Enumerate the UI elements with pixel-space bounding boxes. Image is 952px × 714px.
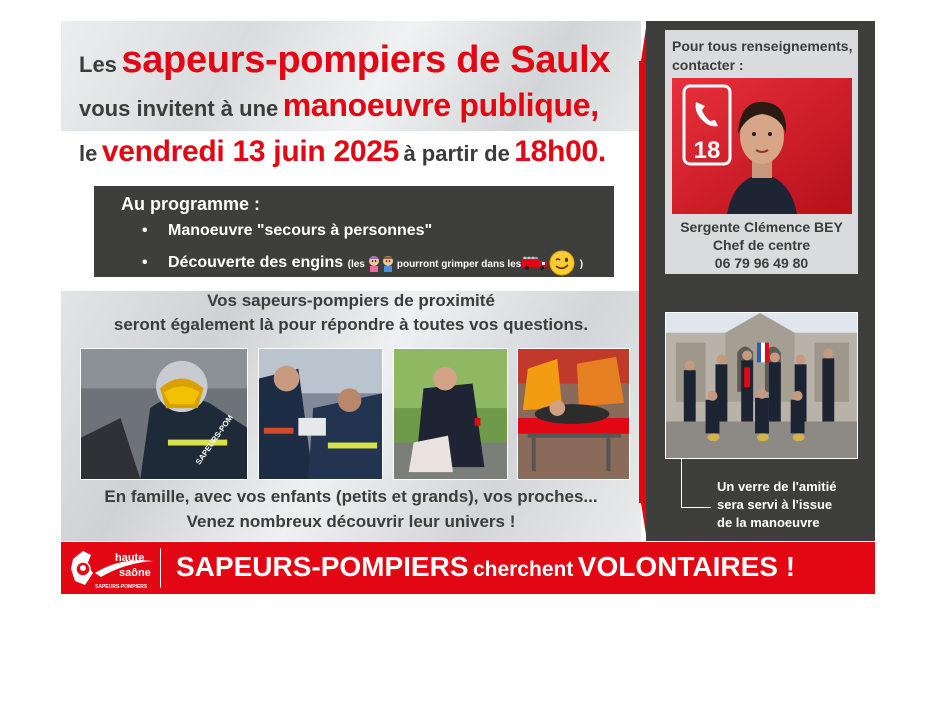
programme-note-middle: pourront grimper dans les xyxy=(396,259,522,271)
logo-saone: saône xyxy=(119,567,151,579)
poster xyxy=(61,21,875,594)
contact-header-line-2: contacter : xyxy=(672,57,744,73)
slogan-cherchent: cherchent xyxy=(472,558,574,581)
contact-phone[interactable]: 06 79 96 49 80 xyxy=(714,255,809,271)
proximity-line-2: seront également là pour répondre à toutes vos questions. xyxy=(113,315,589,334)
programme-item-manoeuvre xyxy=(142,222,432,240)
programme-box xyxy=(94,186,614,277)
invite-prefix: vous invitent à une xyxy=(79,96,279,121)
badge-number: 18 xyxy=(693,137,721,164)
helmet-text: SAPEURS-POM xyxy=(193,413,235,467)
event-time: 18h00. xyxy=(514,135,606,168)
logo-subtitle: SAPEURS-POMPIERS xyxy=(95,584,148,590)
photo-team-group xyxy=(665,312,858,459)
programme-item-label: Découverte des engins xyxy=(168,254,344,272)
programme-note-open: (les xyxy=(347,259,365,271)
contact-name: Sergente Clémence BEY xyxy=(680,219,843,235)
proximity-line-1: Vos sapeurs-pompiers de proximité xyxy=(207,291,495,310)
amitie-text xyxy=(717,478,836,532)
amitie-line-2: sera servi à l'issue xyxy=(717,497,833,512)
contact-photo xyxy=(672,78,852,214)
photo-rescue-team xyxy=(258,348,383,480)
photo-first-aid xyxy=(393,348,508,480)
photo-stretcher xyxy=(517,348,630,480)
fire-truck-icon xyxy=(521,255,549,271)
contact-header-line-1: Pour tous renseignements, xyxy=(672,38,853,54)
photo-firefighter-helmet xyxy=(80,348,248,480)
event-date: vendredi 13 juin 2025 xyxy=(101,135,399,168)
family-line-2: Venez nombreux découvrir leur univers ! xyxy=(186,512,516,531)
right-panel xyxy=(646,21,875,541)
kids-icon xyxy=(365,254,397,272)
date-prefix: le xyxy=(79,141,98,166)
footer-banner xyxy=(61,542,875,594)
recruitment-slogan xyxy=(176,551,795,583)
connector-line xyxy=(681,458,711,508)
programme-item-engins xyxy=(142,250,583,276)
logo-haute: haute xyxy=(115,552,145,564)
headline-prefix: Les xyxy=(79,52,117,77)
haute-saone-logo xyxy=(69,547,159,591)
slogan-volontaires: VOLONTAIRES ! xyxy=(577,551,796,582)
wink-face-icon xyxy=(549,250,575,276)
headline-line-2 xyxy=(79,87,599,124)
amitie-line-3: de la manoeuvre xyxy=(717,515,820,530)
invite-highlight: manoeuvre publique, xyxy=(282,87,599,123)
headline-highlight: sapeurs-pompiers de Saulx xyxy=(121,39,611,81)
bullet: • xyxy=(142,254,148,272)
programme-title: Au programme : xyxy=(121,194,261,214)
headline-line-1 xyxy=(79,39,610,82)
contact-box xyxy=(665,30,858,274)
family-line-1: En famille, avec vos enfants (petits et grands), vos proches... xyxy=(104,487,598,506)
slogan-sapeurs: SAPEURS-POMPIERS xyxy=(176,551,469,582)
time-prefix: à partir de xyxy=(403,141,510,166)
headline-line-3 xyxy=(79,135,606,169)
contact-header xyxy=(672,37,857,75)
programme-note-close: ) xyxy=(579,259,584,271)
contact-role: Chef de centre xyxy=(712,237,811,253)
bullet: • xyxy=(142,222,148,239)
footer-separator xyxy=(160,548,161,588)
programme-item-label: Manoeuvre "secours à personnes" xyxy=(168,222,433,239)
amitie-line-1: Un verre de l'amitié xyxy=(717,479,837,494)
